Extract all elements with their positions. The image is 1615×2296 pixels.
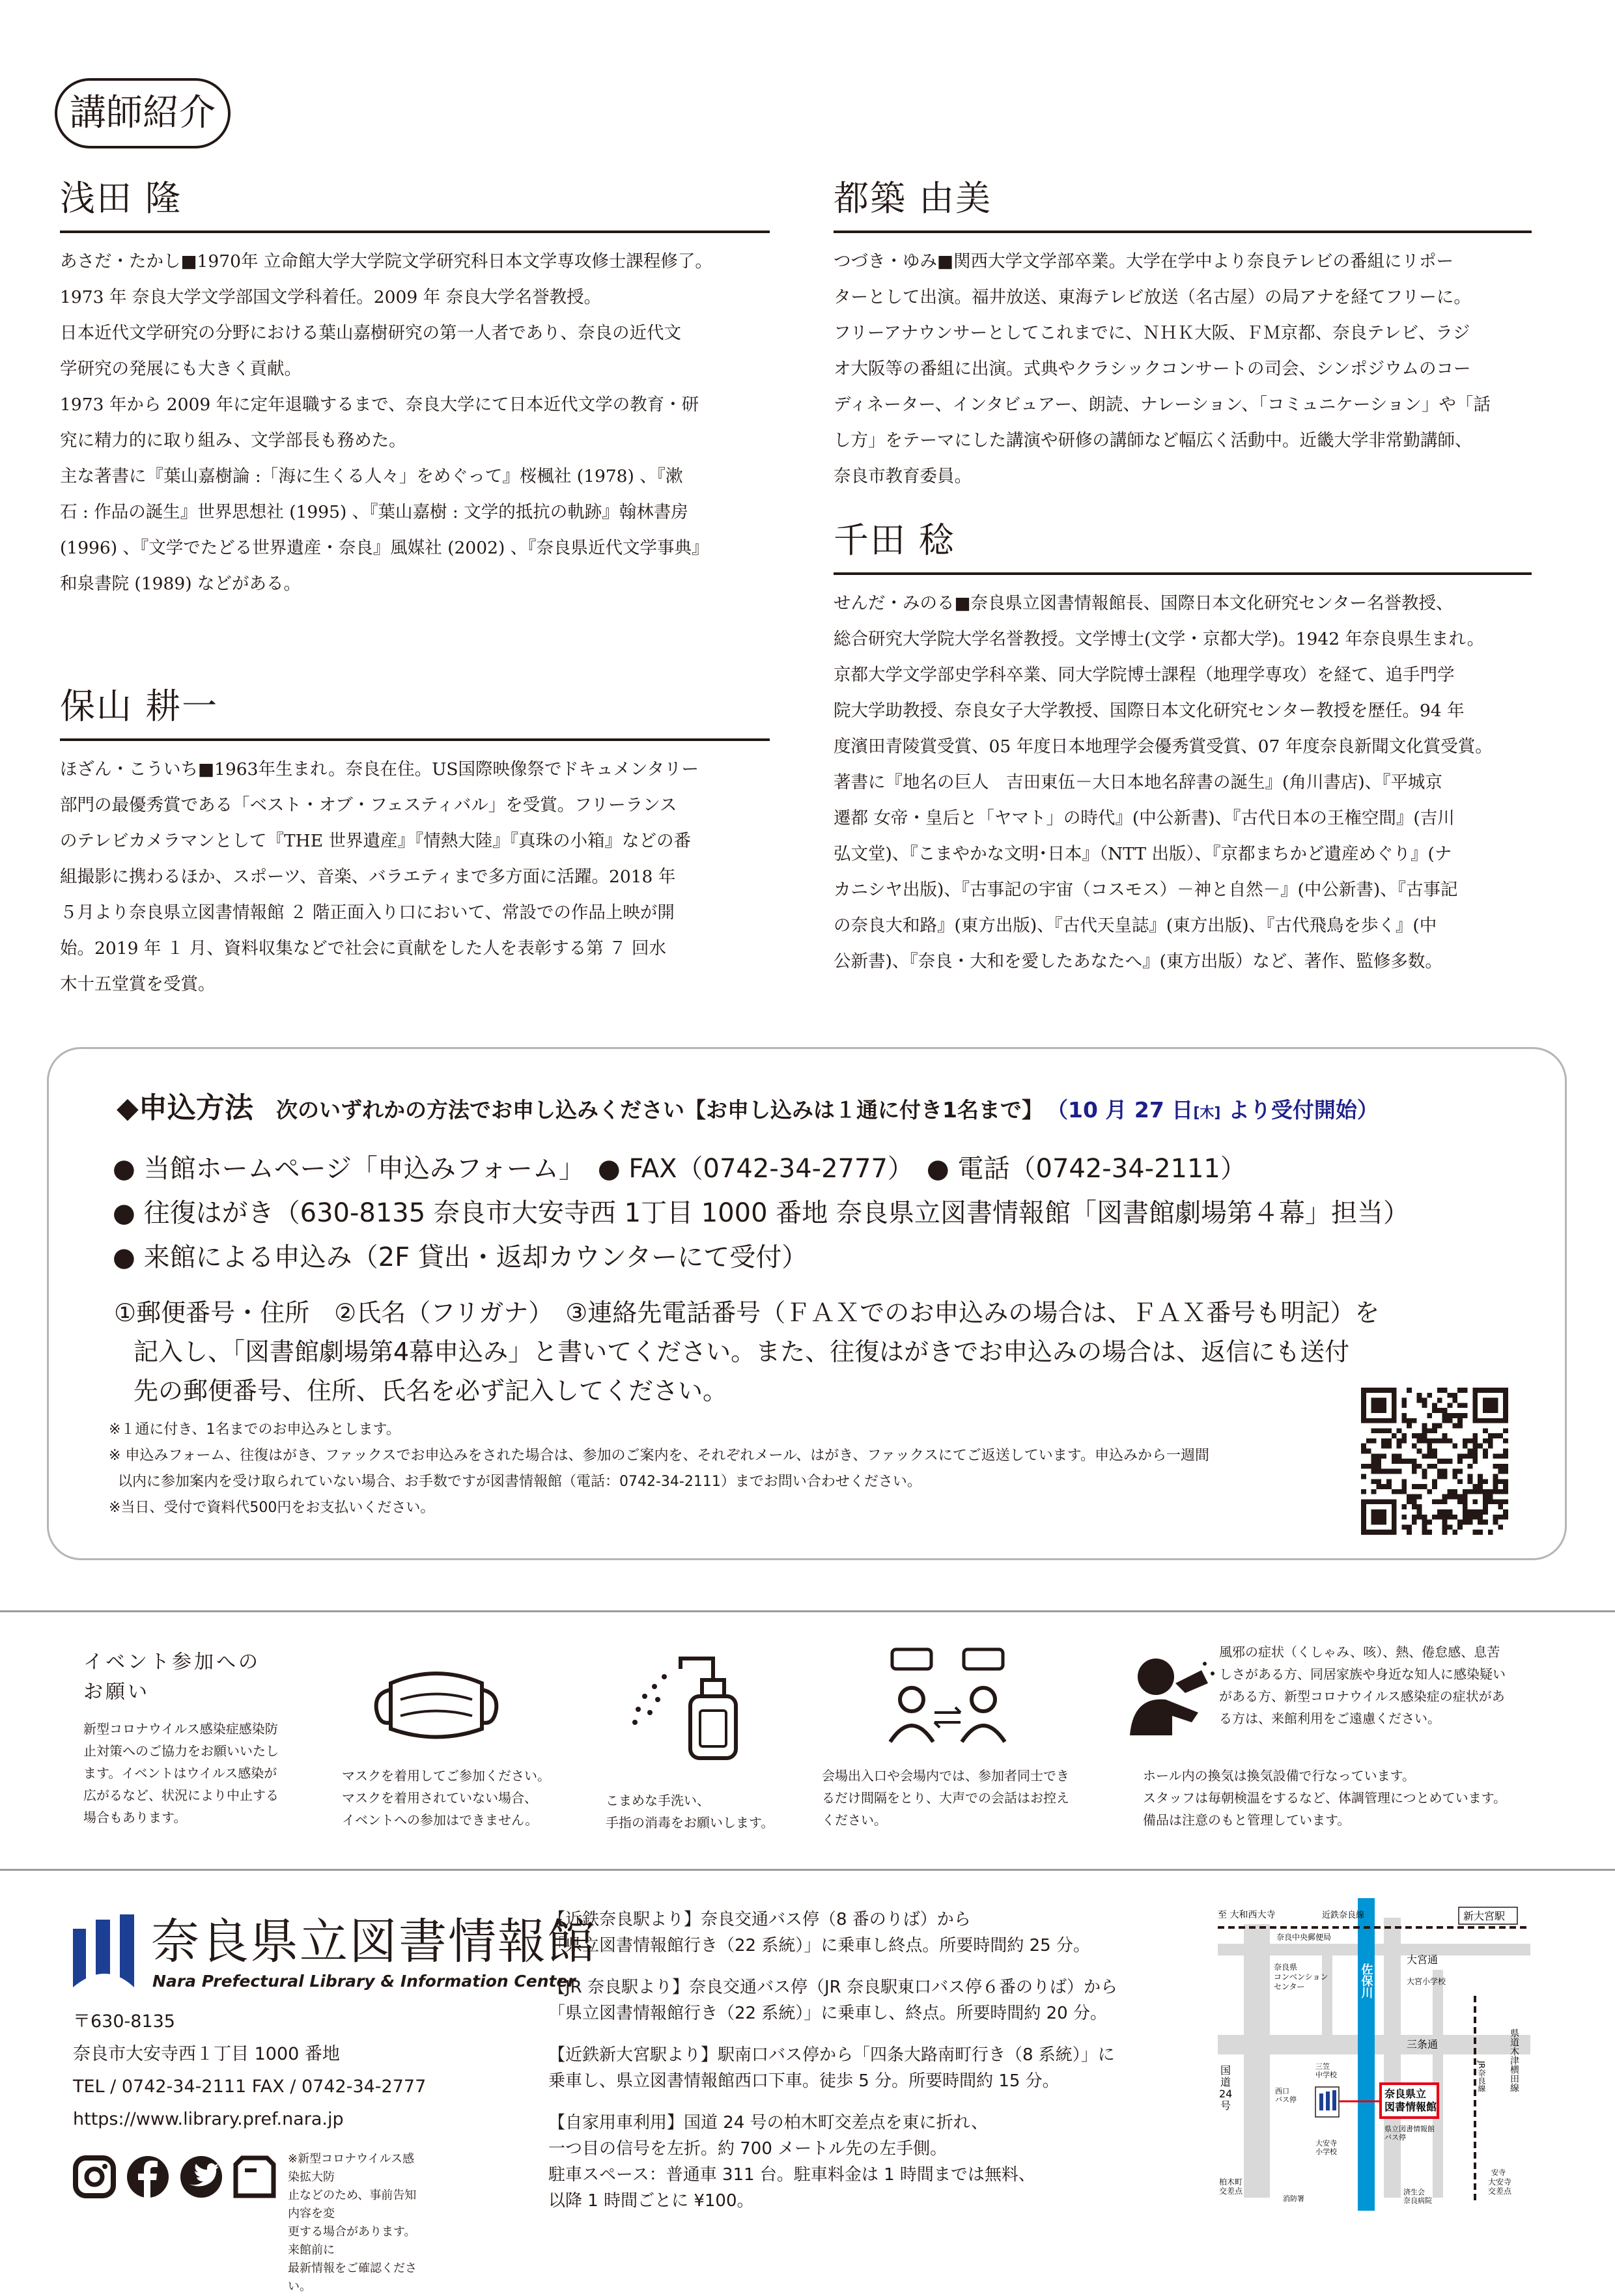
lecturer-name: 千田 稔 — [834, 520, 956, 561]
map-label-omiya-elem: 大宮小学校 — [1407, 1977, 1446, 1986]
instagram-icon[interactable] — [73, 2155, 116, 2198]
mask-note: マスクを着用してご参加ください。 マスクを着用されていない場合、 イベントへの参加はできません。 — [342, 1768, 550, 1828]
access-shin-omiya: 【近鉄新大宮駅より】駅南口バス停から「四条大路南町行き（8 系統）」に 乗車し、県立図書情報館西口下車。徒歩 5 分。所要時間約 15 分。 — [548, 2045, 1115, 2091]
divider-top — [0, 1610, 1615, 1612]
qr-code-icon[interactable] — [1361, 1388, 1508, 1535]
twitter-icon[interactable] — [180, 2155, 223, 2198]
cough-icon — [1127, 1654, 1218, 1739]
access-jr-nara: 【JR 奈良駅より】奈良交通バス停（JR 奈良駅東口バス停６番のりば）から 「県立図書情報館行き（22 系統）」に乗車し、終点。所要時間約 20 分。 — [548, 1978, 1117, 2023]
lecturer-bio: せんだ・みのる■奈良県立図書情報館長、国際日本文化研究センター名誉教授、 総合研究大学院大学名誉教授。文学博士(文学・京都大学)。1942 年奈良県生まれ。 京都大学文学部史学科卒業、同大学院博士課程（地理学専攻）を経て、追手門学 院大学助教授、奈良女子大学教授、国際日本文化研究センター教授を歴任。94 年 度濱田青陵賞受賞、05 年度日本地理学会優秀賞受賞、07 年度奈良新聞文化賞受賞。 著書に『地名の巨人 吉田東伍－大日本地名辞書の誕生』(角川書店)、『平城京 遷都 女帝・皇后と「ヤマト」の時代』(中公新書)、『古代日本の王権空間』(吉川 弘文堂)、『こまやかな文明･日本』（NTT 出版）、『京都まちかど遺産めぐり』(ナ カニシヤ出版)、『古事記の宇宙（コスモス）－神と自然－』(中公新書)、『古事記 の奈良大和路』(東方出版)、『古代天皇誌』(東方出版)、『古代飛鳥を歩く』(中 公新書)、『奈良・大和を愛したあなたへ』(東方出版）など、著作、監修多数。 — [834, 593, 1493, 972]
application-box — [47, 1047, 1567, 1560]
library-logo-icon — [73, 1914, 145, 1993]
facebook-icon[interactable] — [126, 2155, 169, 2198]
map-label-west-gate: 西口バス停 — [1275, 2087, 1297, 2104]
map-label-post-office: 奈良中央郵便局 — [1276, 1933, 1332, 1942]
postal-code: 〒630-8135 — [73, 2011, 175, 2032]
lecturer-name: 保山 耕一 — [60, 686, 219, 727]
access-map — [1218, 1898, 1530, 2211]
application-instructions: ①郵便番号・住所 ②氏名（フリガナ） ③連絡先電話番号（ＦＡＸでのお申込みの場合は、ＦＡＸ番号も明記）を 記入し、「図書館劇場第4幕申込み」と書いてください。また、往復はがきでお申込みの場合は、返信にも送付 先の郵便番号、住所、氏名を必ず記入してください。 — [114, 1298, 1380, 1405]
application-title: ◆申込方法 — [117, 1091, 253, 1125]
covid-intro: イベント参加への お願い 新型コロナウイルス感染症感染防 止対策へのご協力をお願いいたし ます。イベントはウイルス感染が 広がるなど、状況により中止する 場合もあります。 — [83, 1651, 279, 1825]
sanitizer-note: こまめな手洗い、 手指の消毒をお願いします。 — [606, 1793, 774, 1830]
name-underline — [60, 738, 770, 741]
distance-icon — [882, 1644, 1013, 1761]
map-label-convention: 奈良県コンベンションセンター — [1274, 1963, 1328, 1991]
map-label-fire: 消防署 — [1283, 2194, 1304, 2203]
map-label-saiseikai: 済生会奈良病院 — [1403, 2188, 1432, 2205]
application-open-date: （10 月 27 日[木] より受付開始） — [1046, 1097, 1379, 1123]
distance-note: 会場出入口や会場内では、参加者同士でき るだけ間隔をとり、大声での会話はお控え ください。 — [822, 1768, 1069, 1828]
tel-fax: TEL / 0742-34-2111 FAX / 0742-34-2777 — [73, 2077, 427, 2097]
lecturer-tsuzuki — [834, 176, 1532, 494]
sns-note: ※新型コロナウイルス感染拡大防 止などのため、事前告知内容を変 更する場合があります。来館前に 最新情報をご確認ください。 — [288, 2152, 417, 2293]
sanitizer-icon — [619, 1651, 749, 1761]
application-subtitle: 次のいずれかの方法でお申し込みください【お申し込みは１通に付き1名まで】 — [275, 1097, 1043, 1123]
option-web-fax-phone: ● 当館ホームページ「申込みフォーム」 ● FAX（0742-34-2777） ● 電話（0742-34-2111） — [113, 1154, 1246, 1184]
lecturer-senda — [834, 518, 1532, 979]
map-label-river: 佐保川 — [1359, 1963, 1373, 1998]
ventilation-note: ホール内の換気は換気設備で行なっています。 スタッフは毎朝検温をするなど、体調管理につとめています。 備品は注意のもと管理しています。 — [1143, 1768, 1506, 1828]
map-label-saidaiji: 至 大和西大寺 — [1218, 1910, 1276, 1920]
symptom-note: 風邪の症状（くしゃみ、咳）、熱、倦怠感、息苦 しさがある方、同居家族や身近な知人に感染疑い がある方、新型コロナウイルス感染症の症状があ る方は、来館利用をご遠慮ください。 — [1219, 1644, 1506, 1726]
access-car: 【自家用車利用】国道 24 号の柏木町交差点を東に折れ、 一つ目の信号を左折。約 700 メートル先の左手側。 駐車スペース：普通車 311 台。駐車料金は 1 時間までは無料、 以降 1 時間ごとに ¥100。 — [548, 2113, 1035, 2211]
option-visit: ● 来館による申込み（2F 貸出・返却カウンターにて受付） — [113, 1242, 808, 1272]
name-underline — [834, 572, 1532, 575]
divider-bottom — [0, 1869, 1615, 1871]
library-name: 奈良県立図書情報館 — [151, 1914, 597, 1970]
lecturer-bio: あさだ・たかし■1970年 立命館大学大学院文学研究科日本文学専攻修士課程修了。 1973 年 奈良大学文学部国文学科着任。2009 年 奈良大学名誉教授。 日本近代文学研究の分野における葉山嘉樹研究の第一人者であり、奈良の近代文 学研究の発展にも大きく貢献。 1973 年から 2009 年に定年退職するまで、奈良大学にて日本近代文学の教育・研 究に精力的に取り組み、文学部長も務めた。 主な著書に『葉山嘉樹論 :「海に生くる人々」をめぐって』桜楓社 (1978) 、『漱 石 : 作品の誕生』世界思想社 (1995) 、『葉山嘉樹 : 文学的抵抗の軌跡』翰林書房 (1996) 、『文学でたどる世界遺産・奈良』風媒社 (2002) 、『奈良県近代文学事典』 和泉書院 (1989) などがある。 — [60, 251, 712, 594]
map-label-library: 奈良県立図書情報館 — [1384, 2088, 1437, 2113]
access-kintetsu-nara: 【近鉄奈良駅より】奈良交通バス停（8 番のりば）から 「県立図書情報館行き（22 系統）」に乗車し終点。所要時間約 25 分。 — [548, 1910, 1090, 1955]
library-address — [73, 2006, 426, 2136]
map-label-daianji-crossing: 大安寺交差点 — [1488, 2177, 1512, 2196]
website-link[interactable]: https://www.library.pref.nara.jp — [73, 2109, 344, 2129]
map-label-anzen: 安寺 — [1491, 2168, 1506, 2177]
application-header — [49, 1084, 1569, 1126]
map-label-junior-high: 三笠中学校 — [1315, 2062, 1337, 2079]
map-label-shin-omiya: 新大宮駅 — [1463, 1910, 1506, 1922]
application-notes: ※１通に付き、1名までのお申込みとします。 ※ 申込みフォーム、往復はがき、ファックスでお申込みをされた場合は、参加のご案内を、それぞれメール、はがき、ファックスにてご返送しています。申込みから一週間 以内に参加案内を受け取られていない場合、お手数ですが図書情報館（電話：0742-34-2111）までお問い合わせください。 ※当日、受付で資料代500円をお支払いください。 — [109, 1421, 1209, 1516]
name-underline — [834, 231, 1532, 233]
map-label-daianji-elem: 大安寺小学校 — [1315, 2139, 1337, 2156]
lecturer-name: 都築 由美 — [834, 178, 992, 219]
map-label-jr: JR奈良線 — [1477, 2061, 1486, 2092]
mask-icon — [371, 1657, 501, 1748]
option-postcard: ● 往復はがき（630-8135 奈良市大安寺西 1丁目 1000 番地 奈良県立図書情報館「図書館劇場第４幕」担当） — [113, 1198, 1410, 1228]
note-icon[interactable] — [233, 2155, 276, 2198]
access-info — [548, 1907, 1117, 2214]
application-options — [113, 1147, 1409, 1280]
map-label-omiya-dori: 大宮通 — [1407, 1953, 1439, 1966]
street-address: 奈良市大安寺西１丁目 1000 番地 — [73, 2044, 340, 2064]
map-label-route: 県道木津横田線 — [1509, 2028, 1519, 2092]
library-name-en: Nara Prefectural Library & Information Center — [152, 1972, 576, 1991]
lecturer-name: 浅田 隆 — [60, 178, 182, 219]
map-label-kintetsu: 近鉄奈良線 — [1322, 1911, 1365, 1920]
lecturer-asada — [60, 176, 770, 602]
map-label-sanjo: 三条通 — [1407, 2038, 1439, 2051]
map-label-library-bus: 県立図書情報館バス停 — [1384, 2125, 1435, 2142]
section-title: 講師紹介 — [55, 78, 231, 148]
lecturer-bio: つづき・ゆみ■関西大学文学部卒業。大学在学中より奈良テレビの番組にリポー ターとして出演。福井放送、東海テレビ放送（名古屋）の局アナを経てフリーに。 フリーアナウンサーとしてこれまでに、ＮＨＫ大阪、ＦＭ京都、奈良テレビ、ラジ オ大阪等の番組に出演。式典やクラシックコンサートの司会、シンポジウムのコー ディネーター、インタビュアー、朗読、ナレーション、「コミュニケーション」や「話 し方」をテーマにした講演や研修の講師など幅広く活動中。近畿大学非常勤講師、 奈良市教育委員。 — [834, 251, 1491, 486]
lecturer-hozan — [60, 684, 770, 1002]
lecturer-bio: ほざん・こういち■1963年生まれ。奈良在住。US国際映像祭でドキュメンタリー 部門の最優秀賞である「ベスト・オブ・フェスティバル」を受賞。フリーランス のテレビカメラマンとして『THE 世界遺産』『情熱大陸』『真珠の小箱』などの番 組撮影に携わるほか、スポーツ、音楽、バラエティまで多方面に活躍。2018 年 ５月より奈良県立図書情報館 ２ 階正面入り口において、常設での作品上映が開 始。2019 年 １ 月、資料収集などで社会に貢献をした人を表彰する第 ７ 回水 木十五堂賞を受賞。 — [60, 759, 699, 994]
name-underline — [60, 231, 770, 233]
map-label-kashiwagi: 柏木町交差点 — [1219, 2177, 1243, 2196]
map-label-route24: 国道 24 号 — [1219, 2064, 1233, 2112]
